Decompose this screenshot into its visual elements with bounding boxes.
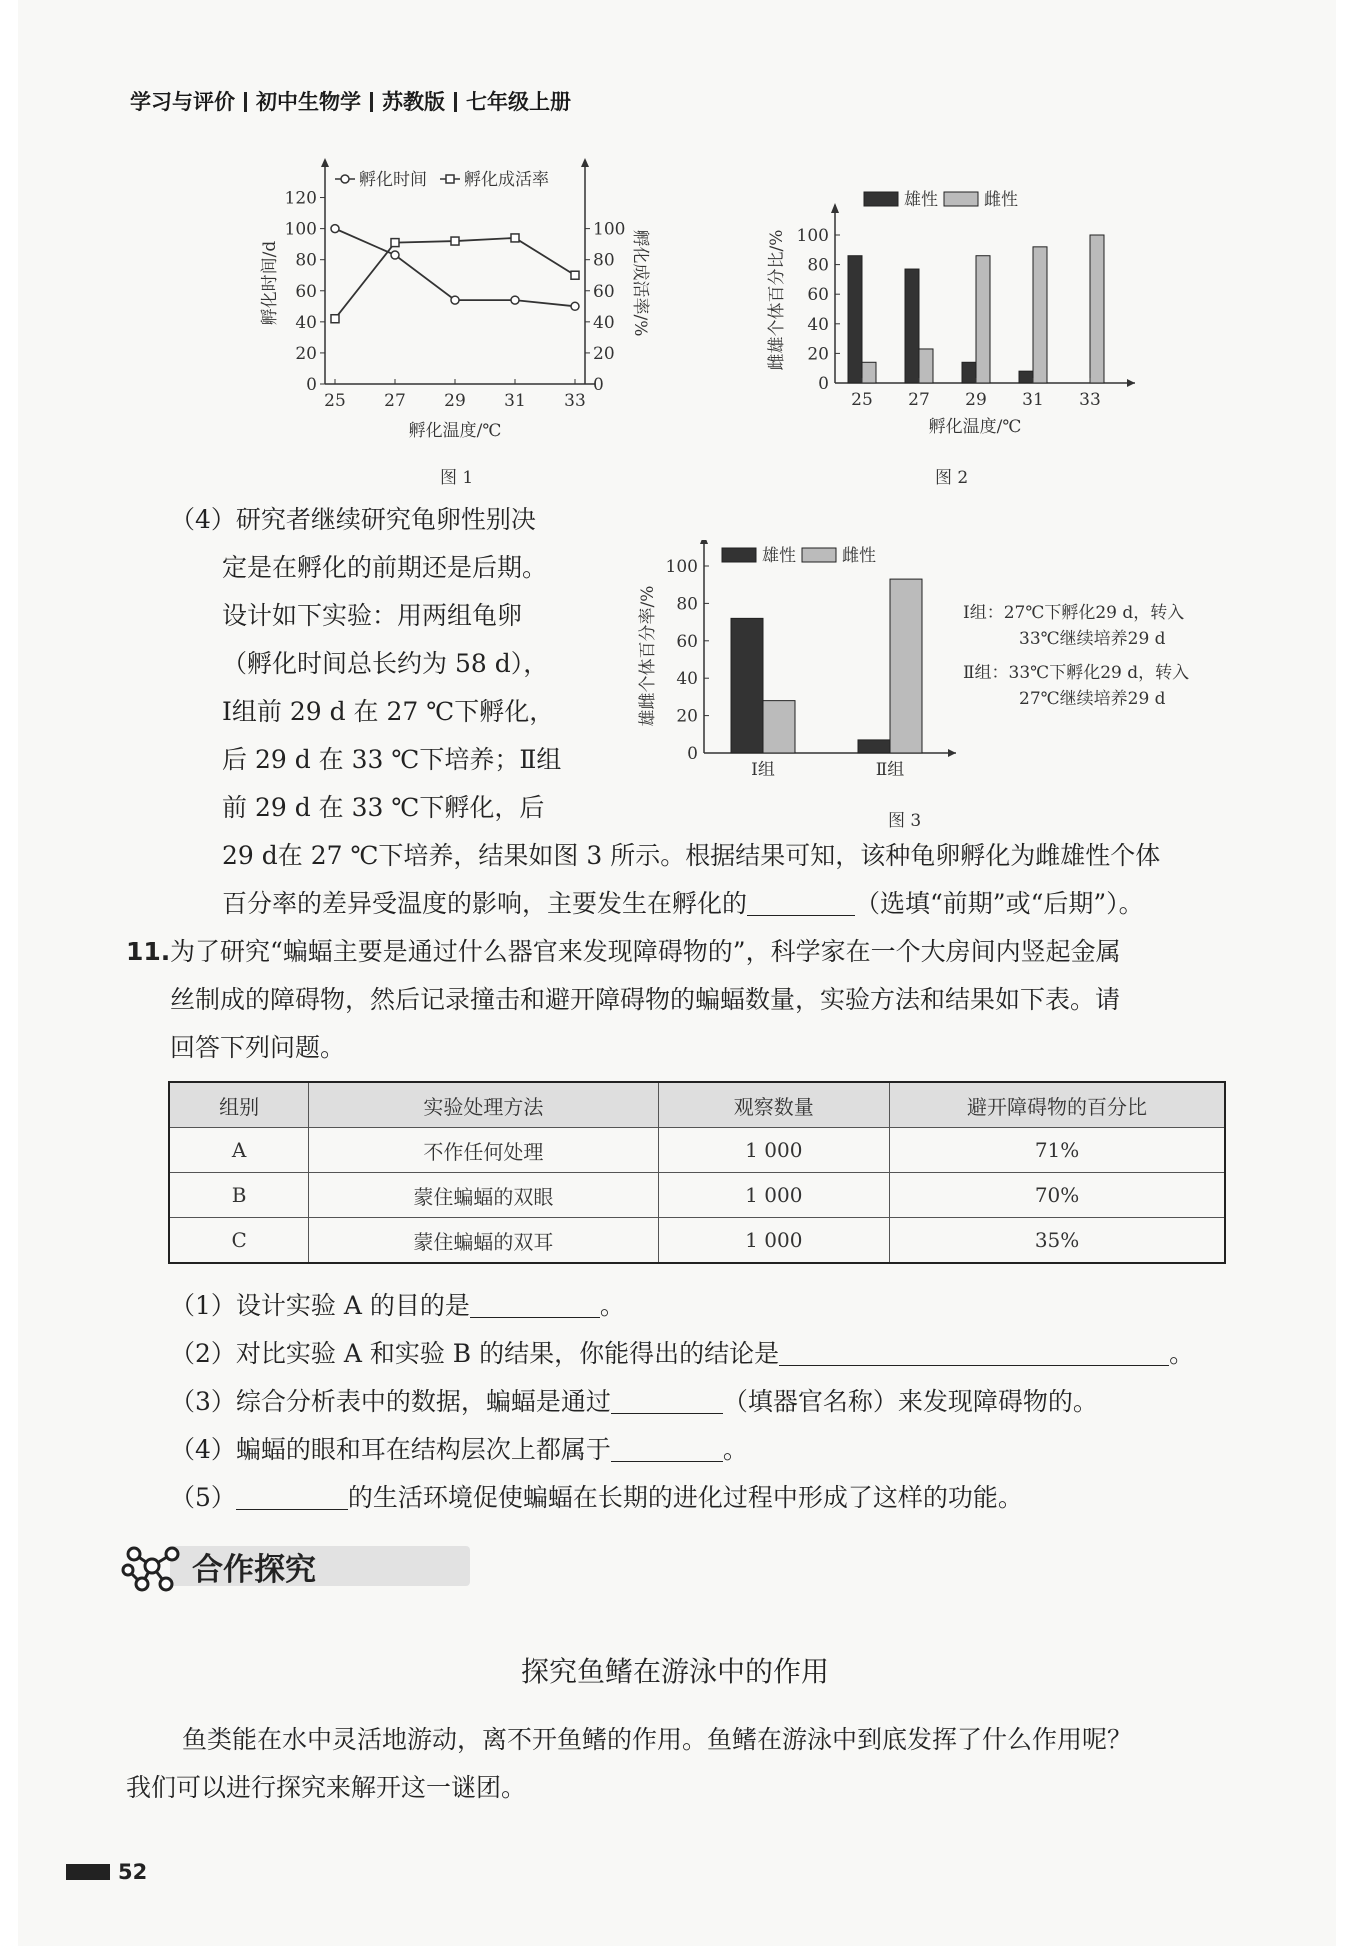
- y-axis-label: 雄雌个体百分率/%: [638, 585, 658, 727]
- page-bar: [66, 1864, 110, 1880]
- answer-blank[interactable]: [747, 889, 855, 916]
- x-tick-label: 27: [908, 390, 930, 410]
- page-number: [66, 1860, 147, 1884]
- legend-label: 孵化成活率: [464, 170, 549, 190]
- figure-2-bar-chart: [760, 180, 1160, 440]
- paragraph-line: 我们可以进行探究来解开这一谜团。: [126, 1773, 527, 1802]
- q4-line: 后 29 d 在 33 ℃下培养；Ⅱ组: [222, 745, 562, 774]
- section-title: 探究鱼鳍在游泳中的作用: [520, 1655, 829, 1688]
- figure-3-bar-chart: [636, 540, 966, 790]
- figure-2-caption: 图 2: [935, 468, 969, 488]
- y-tick-label: 40: [676, 669, 698, 690]
- figure-3-caption: 图 3: [888, 811, 922, 831]
- y-axis-arrow: [831, 203, 839, 213]
- table-header-row: [169, 1082, 1225, 1128]
- x-tick-label: 25: [324, 391, 346, 411]
- cell-count: 1 000: [658, 1173, 890, 1218]
- header-separator: [244, 92, 247, 112]
- x-tick-label: 27: [384, 391, 406, 411]
- legend-label: 雄性: [904, 190, 938, 210]
- cell-count: 1 000: [658, 1218, 890, 1264]
- legend-label: 雄性: [762, 546, 796, 566]
- subquestion-2: [170, 1330, 1194, 1378]
- y-tick-label: 60: [807, 285, 829, 306]
- header-separator: [454, 92, 457, 112]
- y-tick-label: 100: [796, 226, 829, 246]
- series-line-survival-rate: [335, 238, 575, 319]
- x-tick-label: 31: [1022, 390, 1044, 410]
- col-header-group: 组别: [169, 1082, 309, 1128]
- q4-line: [222, 880, 1144, 928]
- legend-label: 孵化时间: [359, 170, 427, 190]
- y-axis-label: 雌雄个体百分比/%: [767, 229, 787, 371]
- subquestion-5: [170, 1474, 1023, 1522]
- legend-label: 雌性: [984, 190, 1018, 210]
- bar-male: [905, 269, 919, 383]
- q4-line: 29 d在 27 ℃下培养，结果如图 3 所示。根据结果可知，该种龟卵孵化为雌雄性个体: [222, 841, 1161, 870]
- cell-method: 不作任何处理: [309, 1128, 658, 1173]
- paragraph-line: 鱼类能在水中灵活地游动，离不开鱼鳍的作用。鱼鳍在游泳中到底发挥了什么作用呢？: [182, 1725, 1133, 1754]
- y2-tick-label: 80: [593, 250, 615, 271]
- subquestion-text: 的生活环境促使蝙蝠在长期的进化过程中形成了这样的功能。: [347, 1483, 1023, 1512]
- header-edition: 苏教版: [382, 90, 445, 114]
- data-point-square: [451, 237, 459, 245]
- bar-female: [976, 256, 990, 383]
- subquestion-3: [170, 1378, 1098, 1426]
- legend-swatch: [722, 548, 756, 562]
- cell-count: 1 000: [658, 1128, 890, 1173]
- y-tick-label: 0: [818, 374, 829, 394]
- experiment-table: [168, 1081, 1226, 1264]
- q4-line: （4）研究者继续研究龟卵性别决: [170, 505, 536, 534]
- x-tick-label: 33: [564, 391, 586, 411]
- x-tick-label: 31: [504, 391, 526, 411]
- col-header-count: 观察数量: [658, 1082, 890, 1128]
- y-axis-label: 孵化时间/d: [260, 240, 280, 326]
- data-point-square: [571, 271, 579, 279]
- q11-number: 11.: [126, 937, 171, 966]
- q4-line: 设计如下实验：用两组龟卵: [222, 601, 523, 630]
- q4-line: Ⅰ组前 29 d 在 27 ℃下孵化，: [222, 697, 555, 726]
- bar-male: [858, 740, 890, 753]
- y-tick-label: 40: [295, 312, 317, 333]
- cell-method: 蒙住蝙蝠的双眼: [309, 1173, 658, 1218]
- subquestion-text: （5）: [170, 1483, 236, 1512]
- subquestion-text: （3）综合分析表中的数据，蝙蝠是通过: [170, 1387, 611, 1416]
- bar-female: [1033, 247, 1047, 383]
- cell-group: B: [169, 1173, 309, 1218]
- figure-1-caption: 图 1: [440, 468, 474, 488]
- x-axis-label: 孵化温度/℃: [928, 417, 1022, 437]
- q11-line: 为了研究“蝙蝠主要是通过什么器官来发现障碍物的”，科学家在一个大房间内竖起金属: [170, 937, 1121, 966]
- data-point-circle: [331, 225, 339, 233]
- y-tick-label: 0: [687, 744, 698, 764]
- subquestion-4: [170, 1426, 748, 1474]
- y-tick-label: 80: [295, 250, 317, 271]
- y-tick-label: 20: [295, 343, 317, 364]
- y2-tick-label: 20: [593, 343, 615, 364]
- y-axis-arrow: [700, 540, 708, 544]
- x-axis-arrow: [948, 749, 956, 757]
- y-tick-label: 100: [665, 557, 698, 577]
- x-tick-label: 33: [1079, 390, 1101, 410]
- cell-percent: 71%: [890, 1128, 1225, 1173]
- header-grade: 七年级上册: [466, 90, 571, 114]
- table-row: [169, 1218, 1225, 1264]
- q11-line: 回答下列问题。: [170, 1033, 346, 1062]
- subquestion-text: （2）对比实验 A 和实验 B 的结果，你能得出的结论是: [170, 1339, 780, 1368]
- molecule-icon: [120, 1540, 184, 1596]
- legend-label: 雌性: [842, 546, 876, 566]
- data-point-circle: [391, 251, 399, 259]
- bar-male: [962, 362, 976, 383]
- header-subject: 初中生物学: [256, 90, 361, 114]
- cell-percent: 70%: [890, 1173, 1225, 1218]
- answer-blank[interactable]: [236, 1483, 348, 1510]
- subquestion-text: （填器官名称）来发现障碍物的。: [722, 1387, 1098, 1416]
- answer-blank[interactable]: [611, 1387, 723, 1414]
- y2-tick-label: 60: [593, 281, 615, 302]
- y-tick-label: 20: [676, 706, 698, 727]
- q4-answer-prompt: 百分率的差异受温度的影响，主要发生在孵化的: [222, 889, 748, 918]
- header-book: 学习与评价: [130, 90, 235, 114]
- bar-female: [862, 362, 876, 383]
- bar-female: [890, 579, 922, 753]
- y-tick-label: 80: [676, 594, 698, 615]
- bar-male: [1019, 371, 1033, 383]
- bar-male: [848, 256, 862, 383]
- legend-swatch: [864, 192, 898, 206]
- legend-marker-square: [446, 175, 454, 183]
- x-tick-label: 25: [851, 390, 873, 410]
- answer-blank[interactable]: [470, 1291, 600, 1318]
- q4-line: 定是在孵化的前期还是后期。: [222, 553, 548, 582]
- subquestion-text: （4）蝙蝠的眼和耳在结构层次上都属于: [170, 1435, 611, 1464]
- x-axis-arrow: [1127, 379, 1135, 387]
- subquestion-text: 。: [599, 1291, 625, 1320]
- data-point-square: [511, 234, 519, 242]
- data-point-square: [391, 239, 399, 247]
- x-axis-label: 孵化温度/℃: [408, 421, 502, 441]
- y2-tick-label: 40: [593, 312, 615, 333]
- subquestion-text: 。: [1169, 1339, 1195, 1368]
- subquestion-text: （1）设计实验 A 的目的是: [170, 1291, 470, 1320]
- col-header-percent: 避开障碍物的百分比: [890, 1082, 1225, 1128]
- legend-marker-circle: [341, 175, 349, 183]
- legend-swatch: [802, 548, 836, 562]
- cooperation-label: 合作探究: [192, 1552, 316, 1588]
- q4-line: 前 29 d 在 33 ℃下孵化，后: [222, 793, 545, 822]
- cell-group: A: [169, 1128, 309, 1173]
- y-tick-label: 80: [807, 255, 829, 276]
- subquestion-text: 。: [722, 1435, 748, 1464]
- y2-tick-label: 100: [593, 219, 626, 240]
- bar-male: [731, 618, 763, 753]
- y-axis-right-arrow: [581, 158, 589, 167]
- x-tick-label: Ⅱ组: [875, 760, 905, 780]
- y-tick-label: 100: [284, 219, 317, 240]
- table-row: [169, 1173, 1225, 1218]
- bar-female: [763, 701, 795, 753]
- table-row: [169, 1128, 1225, 1173]
- data-point-circle: [451, 296, 459, 304]
- fig3-note: Ⅰ组：27℃下孵化29 d，转入: [963, 603, 1185, 623]
- data-point-circle: [511, 296, 519, 304]
- y2-axis-label: 孵化成活率/%: [630, 229, 650, 337]
- x-tick-label: 29: [965, 390, 987, 410]
- q11-line: 丝制成的障碍物，然后记录撞击和避开障碍物的蝙蝠数量，实验方法和结果如下表。请: [170, 985, 1121, 1014]
- cell-method: 蒙住蝙蝠的双耳: [309, 1218, 658, 1264]
- page-number-text: 52: [118, 1860, 148, 1884]
- q4-answer-hint: （选填“前期”或“后期”）。: [855, 889, 1144, 918]
- y-axis-left-arrow: [321, 158, 329, 167]
- y-tick-label: 120: [284, 188, 317, 209]
- header-separator: [370, 92, 373, 112]
- data-point-square: [331, 315, 339, 323]
- y-tick-label: 60: [295, 281, 317, 302]
- fig3-note: Ⅱ组：33℃下孵化29 d，转入: [963, 663, 1190, 683]
- legend-swatch: [944, 192, 978, 206]
- x-tick-label: Ⅰ组: [751, 760, 775, 780]
- answer-blank[interactable]: [611, 1435, 723, 1462]
- y-tick-label: 40: [807, 314, 829, 335]
- fig3-note: 33℃继续培养29 d: [1019, 629, 1166, 649]
- y-tick-label: 20: [807, 344, 829, 365]
- answer-blank[interactable]: [779, 1339, 1169, 1366]
- data-point-circle: [571, 302, 579, 310]
- y2-tick-label: 0: [593, 375, 604, 395]
- bar-female: [919, 349, 933, 383]
- col-header-method: 实验处理方法: [309, 1082, 658, 1128]
- subquestion-1: [170, 1282, 625, 1330]
- x-tick-label: 29: [444, 391, 466, 411]
- fig3-note: 27℃继续培养29 d: [1019, 689, 1166, 709]
- figure-1-line-chart: [240, 155, 680, 445]
- q4-line: （孵化时间总长约为 58 d），: [222, 649, 549, 678]
- bar-female: [1090, 235, 1104, 383]
- running-header: [130, 86, 571, 116]
- y-tick-label: 0: [306, 375, 317, 395]
- cell-percent: 35%: [890, 1218, 1225, 1264]
- cell-group: C: [169, 1218, 309, 1264]
- y-tick-label: 60: [676, 631, 698, 652]
